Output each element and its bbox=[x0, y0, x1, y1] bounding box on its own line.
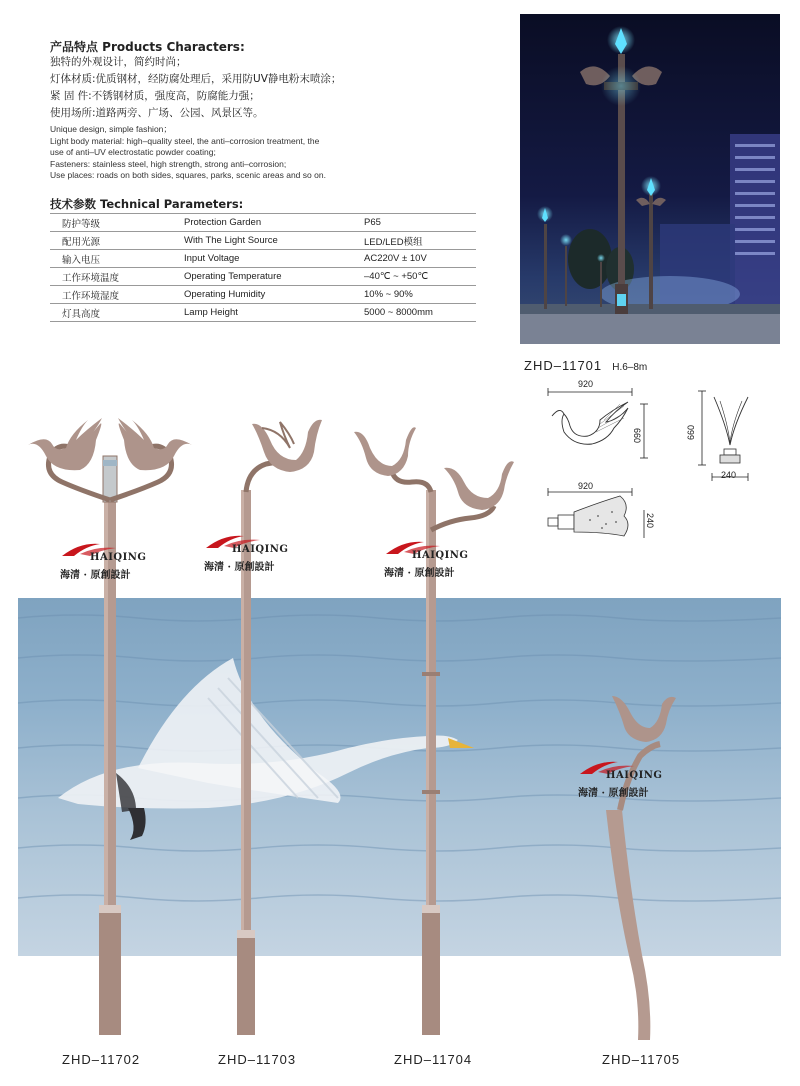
lamp-front-height: 660 bbox=[686, 424, 696, 440]
table-row bbox=[50, 268, 476, 286]
param-value: AC220V ± 10V bbox=[364, 250, 476, 268]
characteristic-en-line: Use places: roads on both sides, squares, parks, scenic areas and so on. bbox=[50, 170, 326, 180]
lamp-front-width: 240 bbox=[721, 470, 737, 480]
lamp-11704-drawing bbox=[354, 427, 514, 1035]
param-cn: 输入电压 bbox=[50, 250, 184, 268]
brand-name-cn: 海清 · 原創設計 bbox=[204, 562, 275, 573]
brand-name-en: HAIQING bbox=[232, 544, 289, 555]
parameters-heading: 技术参数 Technical Parameters: bbox=[50, 197, 244, 211]
characteristic-cn-line: 使用场所:道路两旁、广场、公园、风景区等。 bbox=[50, 107, 264, 119]
brand-logo bbox=[204, 532, 288, 573]
param-cn: 灯具高度 bbox=[50, 304, 184, 322]
night-scene-photo bbox=[520, 14, 780, 344]
param-value: LED/LED模组 bbox=[364, 232, 476, 250]
characteristic-cn-line: 灯体材质:优质钢材，经防腐处理后，采用防UV静电粉末喷涂； bbox=[50, 73, 342, 85]
swan-side-width: 920 bbox=[578, 379, 594, 389]
characteristics-cn-list bbox=[50, 54, 341, 122]
brand-name-en: HAIQING bbox=[90, 552, 147, 563]
swan-top-width: 920 bbox=[578, 481, 594, 491]
characteristic-en-line: Light body material: high–quality steel, the anti–corrosion treatment, the bbox=[50, 135, 320, 146]
characteristic-en-line: use of anti–UV electrostatic powder coating; bbox=[50, 147, 216, 157]
brand-name-en: HAIQING bbox=[606, 770, 663, 781]
param-cn: 工作环境湿度 bbox=[50, 286, 184, 304]
param-en: Operating Humidity bbox=[184, 286, 364, 304]
characteristics-en-list bbox=[50, 124, 326, 182]
model-label-11703: ZHD–11703 bbox=[218, 1052, 297, 1067]
brand-logo bbox=[384, 538, 468, 579]
characteristic-cn-line: 紧 固 件:不锈钢材质，强度高，防腐能力强； bbox=[50, 90, 260, 102]
param-value: 10% ~ 90% bbox=[364, 286, 476, 304]
night-scene-illustration bbox=[520, 14, 780, 344]
parameters-table bbox=[50, 213, 476, 322]
swan-side-height: 660 bbox=[632, 428, 642, 444]
param-en: Lamp Height bbox=[184, 304, 364, 322]
lamp-illustrations bbox=[0, 400, 800, 1050]
photo-caption bbox=[524, 355, 647, 374]
photo-model-label: ZHD–11701 bbox=[524, 358, 603, 373]
param-en: Protection Garden bbox=[184, 214, 364, 232]
swan-top-depth: 240 bbox=[645, 513, 655, 529]
param-value: –40℃ ~ +50℃ bbox=[364, 268, 476, 286]
model-label-11705: ZHD–11705 bbox=[602, 1052, 681, 1067]
brand-name-cn: 海清 · 原創設計 bbox=[578, 788, 649, 799]
lamp-11705-drawing bbox=[606, 696, 676, 1040]
param-cn: 工作环境温度 bbox=[50, 268, 184, 286]
param-value: P65 bbox=[364, 214, 476, 232]
table-row bbox=[50, 250, 476, 268]
param-en: Operating Temperature bbox=[184, 268, 364, 286]
characteristic-en-line: Unique design, simple fashion； bbox=[50, 124, 172, 134]
characteristics-heading: 产品特点 Products Characters: bbox=[50, 40, 245, 54]
param-cn: 配用光源 bbox=[50, 232, 184, 250]
brand-name-cn: 海清 · 原創設計 bbox=[384, 568, 455, 579]
table-row bbox=[50, 286, 476, 304]
brand-logo bbox=[60, 540, 146, 581]
brand-name-cn: 海清 · 原創設計 bbox=[60, 570, 131, 581]
param-cn: 防护等级 bbox=[50, 214, 184, 232]
model-label-11704: ZHD–11704 bbox=[394, 1052, 473, 1067]
table-row bbox=[50, 232, 476, 250]
brand-logo bbox=[578, 758, 662, 799]
brand-name-en: HAIQING bbox=[412, 550, 469, 561]
characteristic-cn-line: 独特的外观设计，简约时尚； bbox=[50, 56, 187, 68]
param-en: Input Voltage bbox=[184, 250, 364, 268]
table-row bbox=[50, 214, 476, 232]
param-en: With The Light Source bbox=[184, 232, 364, 250]
table-row bbox=[50, 304, 476, 322]
characteristic-en-line: Fasteners: stainless steel, high strength, strong anti–corrosion; bbox=[50, 158, 287, 169]
model-label-11702: ZHD–11702 bbox=[62, 1052, 141, 1067]
photo-height-label: H.6–8m bbox=[612, 362, 648, 373]
param-value: 5000 ~ 8000mm bbox=[364, 304, 476, 322]
lamp-11703-drawing bbox=[237, 420, 322, 1035]
lamp-11702-drawing bbox=[28, 418, 192, 1035]
